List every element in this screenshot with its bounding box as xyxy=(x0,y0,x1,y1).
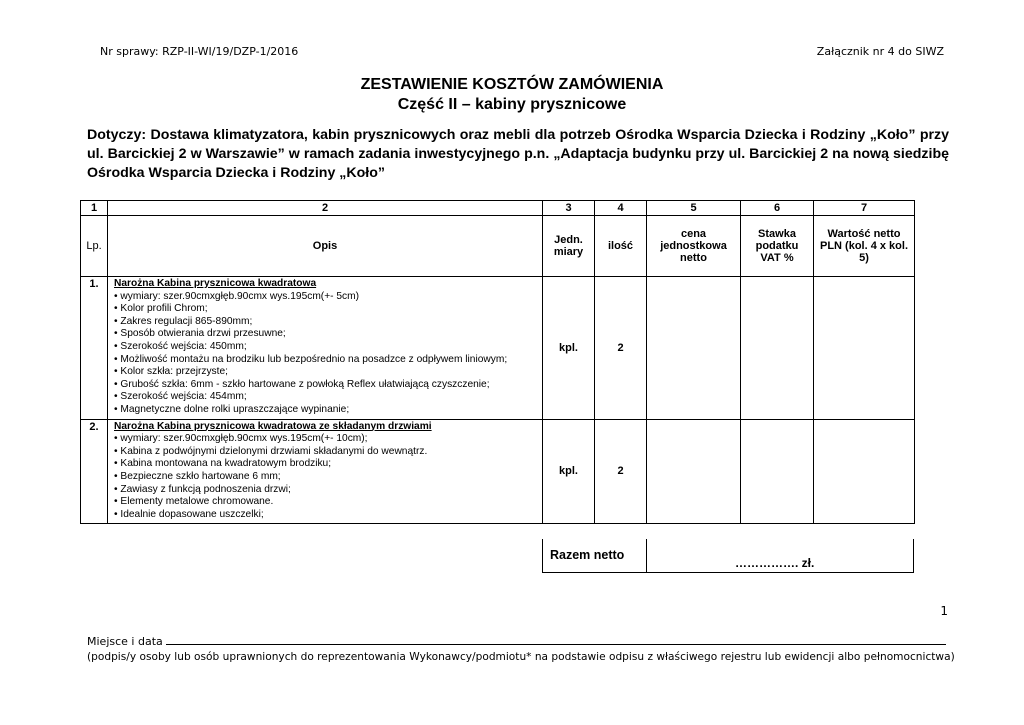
row-vat-cell xyxy=(741,277,814,420)
row-vat-cell xyxy=(741,419,814,524)
place-date-label: Miejsce i data xyxy=(87,635,163,648)
signature-line xyxy=(166,635,946,645)
spec-line: • Bezpieczne szkło hartowane 6 mm; xyxy=(114,470,281,482)
spec-line: • Szerokość wejścia: 454mm; xyxy=(114,391,247,403)
spec-line: • Zakres regulacji 865-890mm; xyxy=(114,315,253,327)
column-number: 1 xyxy=(81,201,108,216)
table-row xyxy=(81,419,915,524)
row-unit: kpl. xyxy=(543,419,595,524)
item-title: Narożna Kabina prysznicowa kwadratowa ze składanym drzwiami xyxy=(114,420,432,432)
header-opis: Opis xyxy=(108,216,543,277)
spec-line: • Grubość szkła: 6mm - szkło hartowane z powłoką Reflex ułatwiającą czyszczenie; xyxy=(114,378,490,390)
document-title: ZESTAWIENIE KOSZTÓW ZAMÓWIENIA xyxy=(360,76,664,93)
row-description xyxy=(108,277,543,420)
table-row xyxy=(81,277,915,420)
cost-table xyxy=(80,200,915,524)
row-description xyxy=(108,419,543,524)
place-date-line xyxy=(87,635,946,648)
header-qty: ilość xyxy=(595,216,647,277)
row-lp: 2. xyxy=(81,419,108,524)
column-number-row xyxy=(81,201,915,216)
row-net-value-cell xyxy=(814,277,915,420)
row-net-value-cell xyxy=(814,419,915,524)
header-unit-price: cena jednostkowa netto xyxy=(647,216,741,277)
header-net-value: Wartość netto PLN (kol. 4 x kol. 5) xyxy=(814,216,915,277)
subject-paragraph: Dotyczy: Dostawa klimatyzatora, kabin prysznicowych oraz mebli dla potrzeb Ośrodka Wsparcia Dziecka i Rodziny „Koło” przy ul. Barcickiej 2 w Warszawie” w ramach zadania inwestycyjnego p.n. „Adaptacja budynku przy ul. Barcickiej 2 na nową siedzibę Ośrodka Wsparcia Dziecka i Rodziny „Koło” xyxy=(87,127,949,181)
column-number: 3 xyxy=(543,201,595,216)
spec-line: • Zawiasy z funkcją podnoszenia drzwi; xyxy=(114,483,291,495)
attachment-label: Załącznik nr 4 do SIWZ xyxy=(816,45,944,58)
total-label: Razem netto xyxy=(550,548,625,562)
row-unit-price-cell xyxy=(647,419,741,524)
spec-line: • Kolor profili Chrom; xyxy=(114,303,208,315)
spec-line: • Kabina z podwójnymi dzielonymi drzwiami składanymi do wewnątrz. xyxy=(114,445,428,457)
item-title: Narożna Kabina prysznicowa kwadratowa xyxy=(114,278,317,289)
column-number: 6 xyxy=(741,201,814,216)
column-number: 7 xyxy=(814,201,915,216)
signature-note: (podpis/y osoby lub osób uprawnionych do reprezentowania Wykonawcy/podmiotu* na podstawie odpisu z właściwego rejestru lub ewidencji albo pełnomocnictwa) xyxy=(87,651,955,663)
header-unit: Jedn. miary xyxy=(543,216,595,277)
column-number: 4 xyxy=(595,201,647,216)
total-divider xyxy=(646,539,647,572)
spec-line: • Magnetyczne dolne rolki upraszczające wypinanie; xyxy=(114,403,350,415)
row-qty: 2 xyxy=(595,277,647,420)
column-number: 5 xyxy=(647,201,741,216)
page-number: 1 xyxy=(940,604,948,618)
spec-line: • Szerokość wejścia: 450mm; xyxy=(114,340,247,352)
document-subtitle: Część II – kabiny prysznicowe xyxy=(397,96,627,113)
row-unit-price-cell xyxy=(647,277,741,420)
total-value: ……………. zł. xyxy=(735,556,815,570)
spec-line: • wymiary: szer.90cmxgłęb.90cmx wys.195cm(+- 5cm) xyxy=(114,290,360,302)
spec-line: • Kolor szkła: przejrzyste; xyxy=(114,366,228,378)
row-unit: kpl. xyxy=(543,277,595,420)
spec-line: • Kabina montowana na kwadratowym brodziku; xyxy=(114,458,332,470)
case-number: Nr sprawy: RZP-II-WI/19/DZP-1/2016 xyxy=(100,45,299,58)
header-lp: Lp. xyxy=(81,216,108,277)
spec-line: • Sposób otwierania drzwi przesuwne; xyxy=(114,328,286,340)
row-lp: 1. xyxy=(81,277,108,420)
header-vat: Stawka podatku VAT % xyxy=(741,216,814,277)
total-box xyxy=(542,539,914,573)
header-row xyxy=(81,216,915,277)
spec-line: • Idealnie dopasowane uszczelki; xyxy=(114,508,264,520)
spec-line: • Elementy metalowe chromowane. xyxy=(114,496,274,508)
spec-line: • wymiary: szer.90cmxgłęb.90cmx wys.195cm(+- 10cm); xyxy=(114,433,368,445)
column-number: 2 xyxy=(108,201,543,216)
row-qty: 2 xyxy=(595,419,647,524)
spec-line: • Możliwość montażu na brodziku lub bezpośrednio na posadzce z odpływem liniowym; xyxy=(114,353,508,365)
